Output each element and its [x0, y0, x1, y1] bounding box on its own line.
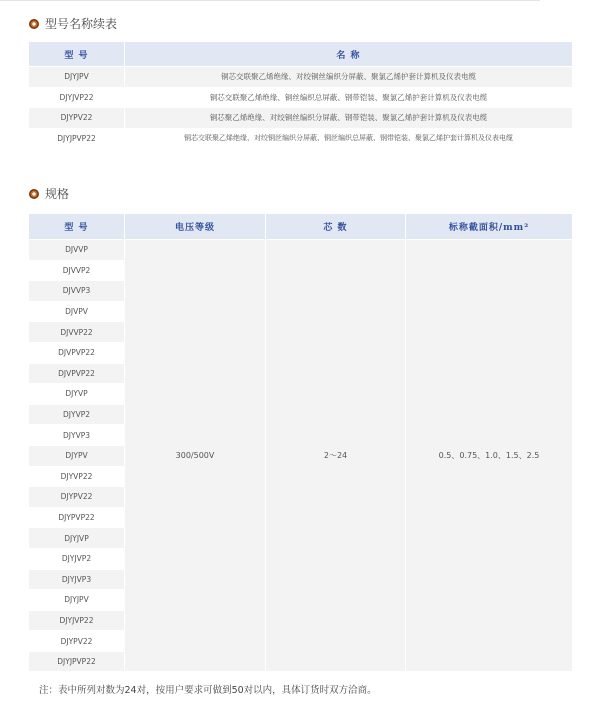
cell-voltage: 300/500V — [125, 240, 266, 672]
cell-model: DJYJVP22 — [29, 610, 125, 631]
header-voltage: 电压等级 — [125, 214, 266, 240]
cell-name: 铜芯交联聚乙烯绝缘、对绞铜丝编织分屏蔽、铜丝编织总屏蔽、钢带铠装、聚氯乙烯护套计算机及仪表电缆 — [125, 128, 573, 149]
section-title-model-names — [29, 15, 117, 32]
cell-cross-section: 0.5、0.75、1.0、1.5、2.5 — [406, 240, 573, 672]
footnote: 注：表中所列对数为24对，按用户要求可做到50对以内，具体订货时双方洽商。 — [39, 685, 377, 696]
table-row — [29, 67, 573, 88]
section-title-text: 规格 — [45, 187, 70, 201]
cell-model: DJVVP3 — [29, 281, 125, 302]
cell-model: DJYVP22 — [29, 466, 125, 487]
cell-model: DJYVP — [29, 384, 125, 405]
cell-model: DJYPVP22 — [29, 507, 125, 528]
cell-model: DJVPVP22 — [29, 363, 125, 384]
cell-model: DJVPV — [29, 301, 125, 322]
cell-model: DJVPVP22 — [29, 342, 125, 363]
table-header-row — [29, 42, 573, 67]
cell-model: DJYJPV — [29, 590, 125, 611]
cell-name: 铜芯交联聚乙烯绝缘、铜丝编织总屏蔽、钢带铠装、聚氯乙烯护套计算机及仪表电缆 — [125, 87, 573, 108]
header-model: 型 号 — [29, 42, 125, 67]
cell-model: DJYJVP — [29, 528, 125, 549]
cell-model: DJYPV — [29, 445, 125, 466]
cell-name: 铜芯聚乙烯绝缘、对绞铜丝编织分屏蔽、钢带铠装、聚氯乙烯护套计算机及仪表电缆 — [125, 108, 573, 129]
table-row — [29, 240, 573, 261]
cell-model: DJYPV22 — [29, 631, 125, 652]
section-title-text: 型号名称续表 — [45, 17, 118, 31]
cell-model: DJYVP2 — [29, 404, 125, 425]
header-cross-section: 标称截面积/mm² — [406, 214, 573, 240]
bullet-icon — [29, 19, 39, 29]
header-cores: 芯 数 — [266, 214, 406, 240]
cell-model: DJYJPV — [29, 67, 125, 88]
cell-model: DJYVP3 — [29, 425, 125, 446]
header-model: 型 号 — [29, 214, 125, 240]
cell-model: DJYPV22 — [29, 487, 125, 508]
cell-model: DJVVP2 — [29, 260, 125, 281]
cell-cores: 2～24 — [266, 240, 406, 672]
cell-model: DJYJPVP22 — [29, 128, 125, 149]
header-name: 名 称 — [125, 42, 573, 67]
cell-model: DJYPV22 — [29, 108, 125, 129]
cell-model: DJVVP22 — [29, 322, 125, 343]
cell-model: DJYJVP3 — [29, 569, 125, 590]
bullet-icon — [29, 189, 39, 199]
table-row — [29, 128, 573, 149]
table-row — [29, 87, 573, 108]
table-header-row — [29, 214, 573, 240]
section-title-specs — [29, 185, 69, 202]
cell-model: DJYJVP2 — [29, 548, 125, 569]
cell-model: DJYJVP22 — [29, 87, 125, 108]
top-divider — [0, 0, 540, 1]
model-name-table — [28, 41, 573, 149]
table-row — [29, 108, 573, 129]
cell-model: DJYJPVP22 — [29, 651, 125, 672]
spec-table — [28, 213, 573, 672]
cell-model: DJVVP — [29, 240, 125, 261]
cell-name: 铜芯交联聚乙烯绝缘、对绞铜丝编织分屏蔽、聚氯乙烯护套计算机及仪表电缆 — [125, 67, 573, 88]
